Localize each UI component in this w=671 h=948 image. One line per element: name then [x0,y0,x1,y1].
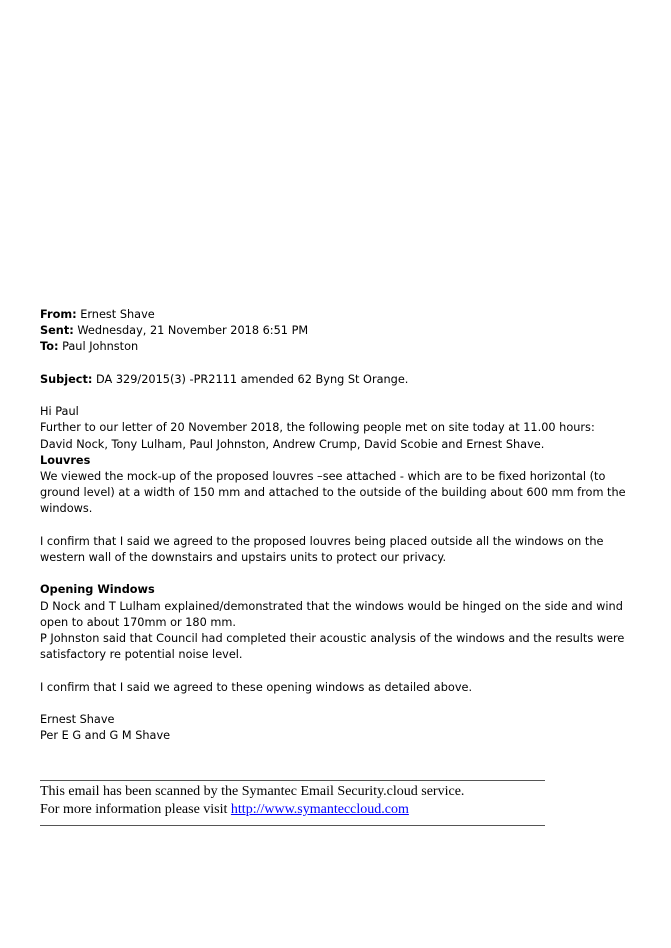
scan-notice: This email has been scanned by the Symantec Email Security.cloud service. [40,784,465,799]
subject-label: Subject: [40,372,93,386]
spacer [40,518,630,534]
attendees-line: David Nock, Tony Lulham, Paul Johnston, Andrew Crump, David Scobie and Ernest Shave. [40,437,545,451]
acoustic-paragraph: P Johnston said that Council had completed their acoustic analysis of the windows and the results were satisfactory re potential noise level. [40,632,625,662]
from-label: From: [40,308,77,321]
signature-name: Ernest Shave [40,712,115,726]
louvres-confirmation: I confirm that I said we agreed to the proposed louvres being placed outside all the windows on the western wall of the downstairs and upstairs units to protect our privacy. [40,534,604,564]
security-footer [40,780,545,826]
spacer [40,696,630,712]
to-line [40,339,630,355]
from-value: Ernest Shave [80,308,155,321]
email-message [40,307,630,744]
windows-confirmation: I confirm that I said we agreed to these opening windows as detailed above. [40,680,473,694]
to-label: To: [40,340,59,354]
subject-line [40,372,630,388]
info-line [40,801,545,819]
greeting: Hi Paul [40,405,79,419]
divider-bottom [40,825,545,826]
spacer [40,356,630,372]
info-prefix: For more information please visit [40,802,231,817]
spacer [40,566,630,582]
intro-line: Further to our letter of 20 November 2018, the following people met on site today at 11.00 hours: [40,421,595,435]
sent-label: Sent: [40,324,74,338]
opening-windows-heading: Opening Windows [40,583,155,597]
windows-paragraph: D Nock and T Lulham explained/demonstrated that the windows would be hinged on the side and wind open to about 170mm or 180 mm. [40,599,623,629]
louvres-paragraph: We viewed the mock-up of the proposed louvres –see attached - which are to be fixed horizontal (to ground level) at a width of 150 mm and attached to the outside of the building about 600 mm from the windows. [40,470,626,516]
subject-value: DA 329/2015(3) -PR2111 amended 62 Byng St Orange. [96,372,409,386]
footer-text [40,781,545,825]
sent-value: Wednesday, 21 November 2018 6:51 PM [77,324,309,338]
spacer [40,388,630,404]
symantec-link[interactable]: http://www.symanteccloud.com [230,802,409,817]
sent-line [40,323,630,339]
signature-line: Per E G and G M Shave [40,729,171,743]
to-value: Paul Johnston [62,340,139,354]
from-line [40,307,630,323]
louvres-heading: Louvres [40,453,91,467]
spacer [40,663,630,679]
